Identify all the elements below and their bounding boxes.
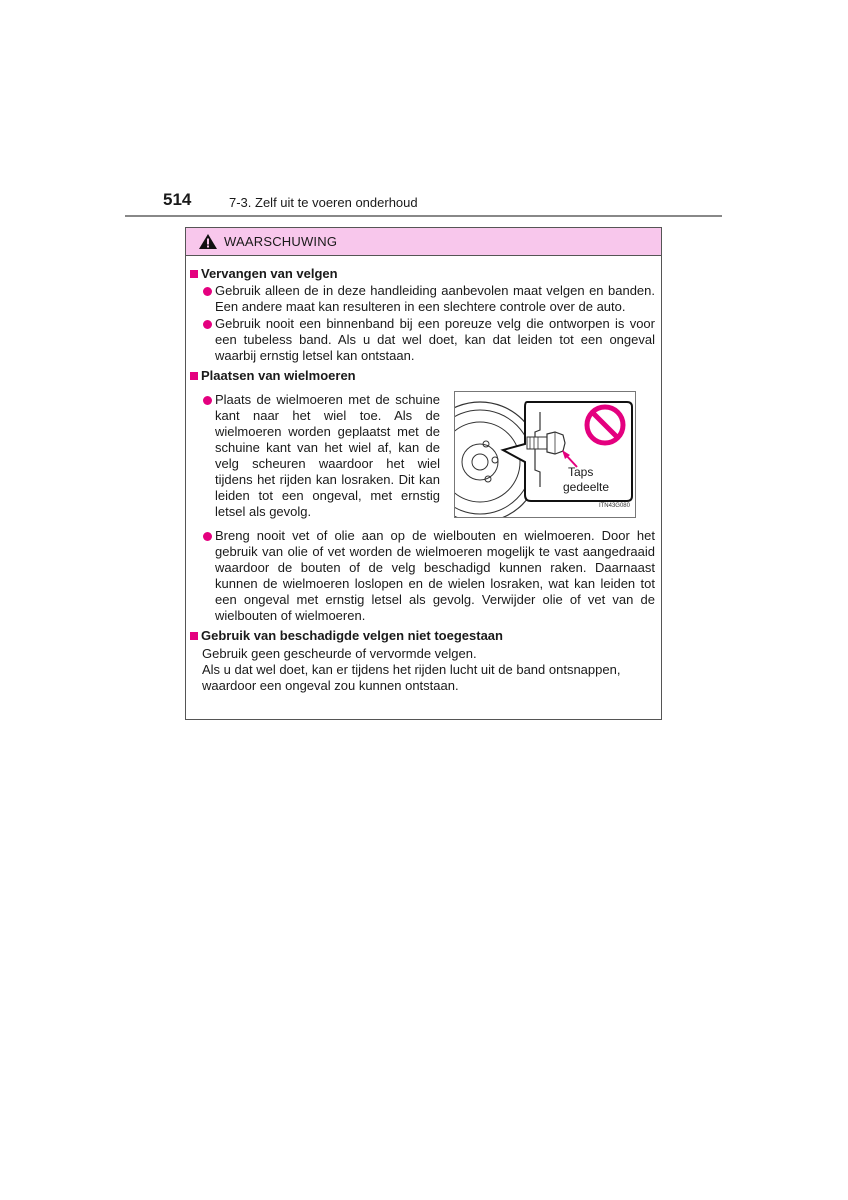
- warning-header: [186, 228, 661, 256]
- list-item: [190, 316, 655, 364]
- header-divider: [125, 215, 722, 217]
- figure-code: ITN43G080: [598, 503, 630, 509]
- paragraph-line: Gebruik geen gescheurde of vervormde velgen.: [202, 646, 477, 661]
- warning-body: [186, 256, 661, 694]
- warning-box: [185, 227, 662, 720]
- list-item-text: Plaats de wielmoeren met de schuine kant naar het wiel toe. Als de wielmoeren worden geplaatst met de schuine kant van het wiel af, kan de velg scheuren waardoor het wiel tijdens het rijden kan losraken. Dit kan leiden tot een ongeval, met ernstig letsel als gevolg.: [215, 392, 440, 519]
- figure-label-gedeelte: gedeelte: [563, 480, 610, 494]
- square-bullet-icon: [190, 372, 198, 380]
- subheading-text: Plaatsen van wielmoeren: [201, 368, 356, 383]
- subheading: [190, 628, 655, 644]
- wheel-nut-figure: [454, 391, 636, 518]
- warning-title: WAARSCHUWING: [224, 234, 338, 249]
- list-item-text: Breng nooit vet of olie aan op de wielbouten en wielmoeren. Door het gebruik van olie of vet worden de wielmoeren mogelijk te vast aangedraaid waardoor de bouten of de velg beschadigd kunnen raken. Daarnaast kunnen de wielmoeren loslopen en de wielen losraken, wat kan leiden tot een ongeval met ernstig letsel als gevolg. Verwijder olie of vet van de wielbouten of wielmoeren.: [215, 528, 655, 623]
- subheading: [190, 368, 655, 384]
- page-number: 514: [163, 190, 192, 209]
- list-item: [190, 283, 655, 315]
- warning-triangle-icon: [198, 233, 218, 250]
- square-bullet-icon: [190, 270, 198, 278]
- list-item-text: Gebruik alleen de in deze handleiding aanbevolen maat velgen en banden. Een andere maat kan resulteren in een slechtere controle over de auto.: [215, 283, 655, 314]
- bullet-dot-icon: [203, 287, 212, 296]
- list-item: [190, 528, 655, 624]
- paragraph-line: Als u dat wel doet, kan er tijdens het rijden lucht uit de band ontsnappen, waardoor een ongeval zou kunnen ontstaan.: [202, 662, 621, 693]
- square-bullet-icon: [190, 632, 198, 640]
- figure-row: [190, 391, 655, 520]
- bullet-dot-icon: [203, 532, 212, 541]
- figure-label-taps: Taps: [568, 465, 594, 479]
- subheading-text: Vervangen van velgen: [201, 266, 338, 281]
- bullet-dot-icon: [203, 320, 212, 329]
- bullet-dot-icon: [203, 396, 212, 405]
- subheading: [190, 266, 655, 282]
- list-item: [190, 392, 440, 520]
- section-title: 7-3. Zelf uit te voeren onderhoud: [229, 195, 418, 210]
- subheading-text: Gebruik van beschadigde velgen niet toegestaan: [201, 628, 503, 643]
- list-item-text: Gebruik nooit een binnenband bij een poreuze velg die ontworpen is voor een tubeless band. Als u dat wel doet, kan dat leiden tot een ongeval waarbij ernstig letsel kan ontstaan.: [215, 316, 655, 363]
